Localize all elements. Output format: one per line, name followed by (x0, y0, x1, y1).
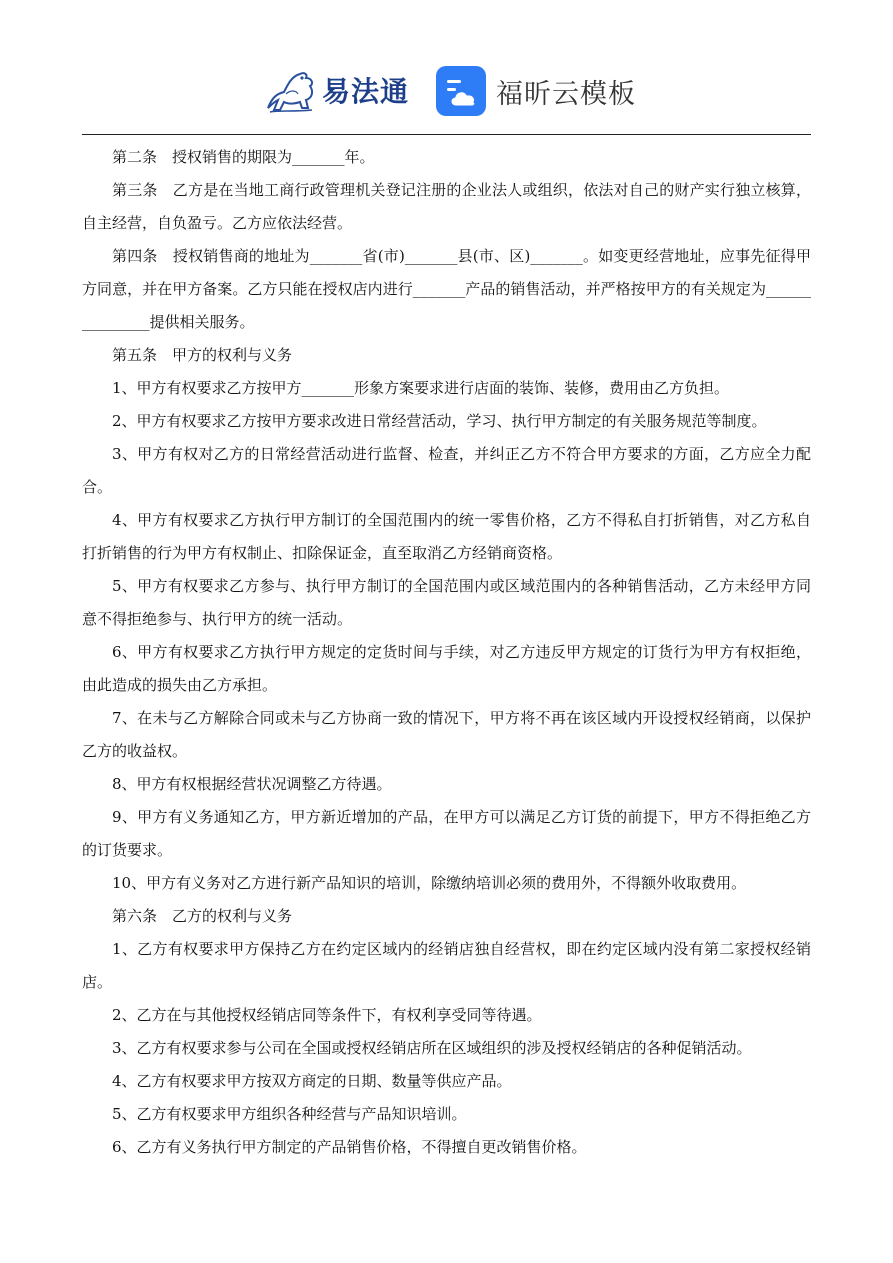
clause-6-heading: 第六条 乙方的权利与义务 (112, 907, 293, 925)
yifatong-logo (262, 62, 422, 118)
clause-5-item-6: 6、甲方有权要求乙方执行甲方规定的定货时间与手续，对乙方违反甲方规定的订货行为甲方有权拒绝，由此造成的损失由乙方承担。 (82, 643, 811, 694)
page-header (0, 60, 893, 124)
header-divider (82, 134, 811, 135)
clause-5-item-5: 5、甲方有权要求乙方参与、执行甲方制订的全国范围内或区域范围内的各种销售活动，乙方未经甲方同意不得拒绝参与、执行甲方的统一活动。 (82, 577, 811, 628)
cloud-document-icon (436, 66, 486, 116)
clause-6-item-1: 1、乙方有权要求甲方保持乙方在约定区域内的经销店独自经营权，即在约定区域内没有第二家授权经销店。 (82, 940, 811, 991)
clause-2: 第二条 授权销售的期限为_______年。 (112, 148, 375, 166)
logo1-name: 易法通 (322, 75, 410, 108)
clause-3: 第三条 乙方是在当地工商行政管理机关登记注册的企业法人或组织，依法对自己的财产实行独立核算，自主经营，自负盈亏。乙方应依法经营。 (82, 181, 811, 232)
clause-5-item-1: 1、甲方有权要求乙方按甲方_______形象方案要求进行店面的装饰、装修，费用由乙方负担。 (112, 379, 730, 397)
clause-6-item-5: 5、乙方有权要求甲方组织各种经营与产品知识培训。 (112, 1105, 467, 1123)
clause-5-item-8: 8、甲方有权根据经营状况调整乙方待遇。 (112, 775, 392, 793)
clause-4: 第四条 授权销售商的地址为_______省(市)_______县(市、区)_______。如变更经营地址，应事先征得甲方同意，并在甲方备案。乙方只能在授权店内进行_______产品的销售活动，并严格按甲方的有关规定为_______________提供相关服务。 (82, 247, 811, 331)
fuxinyun-logo (436, 64, 636, 118)
clause-5-heading: 第五条 甲方的权利与义务 (112, 346, 293, 364)
qilin-icon (262, 64, 320, 116)
clause-6-item-6: 6、乙方有义务执行甲方制定的产品销售价格，不得擅自更改销售价格。 (112, 1138, 587, 1156)
clause-6-item-3: 3、乙方有权要求参与公司在全国或授权经销店所在区域组织的涉及授权经销店的各种促销活动。 (112, 1039, 752, 1057)
clause-5-item-10: 10、甲方有义务对乙方进行新产品知识的培训，除缴纳培训必须的费用外，不得额外收取费用。 (112, 874, 747, 892)
clause-6-item-2: 2、乙方在与其他授权经销店同等条件下，有权利享受同等待遇。 (112, 1006, 542, 1024)
clause-5-item-4: 4、甲方有权要求乙方执行甲方制订的全国范围内的统一零售价格，乙方不得私自打折销售，对乙方私自打折销售的行为甲方有权制止、扣除保证金，直至取消乙方经销商资格。 (82, 511, 811, 562)
clause-5-item-7: 7、在未与乙方解除合同或未与乙方协商一致的情况下，甲方将不再在该区域内开设授权经销商，以保护乙方的收益权。 (82, 709, 811, 760)
clause-6-item-4: 4、乙方有权要求甲方按双方商定的日期、数量等供应产品。 (112, 1072, 512, 1090)
document-body (82, 141, 811, 1164)
clause-5-item-2: 2、甲方有权要求乙方按甲方要求改进日常经营活动，学习、执行甲方制定的有关服务规范等制度。 (112, 412, 767, 430)
clause-5-item-9: 9、甲方有义务通知乙方，甲方新近增加的产品，在甲方可以满足乙方订货的前提下，甲方不得拒绝乙方的订货要求。 (82, 808, 811, 859)
logo2-name: 福昕云模板 (496, 78, 636, 110)
clause-5-item-3: 3、甲方有权对乙方的日常经营活动进行监督、检查，并纠正乙方不符合甲方要求的方面，乙方应全力配合。 (82, 445, 811, 496)
